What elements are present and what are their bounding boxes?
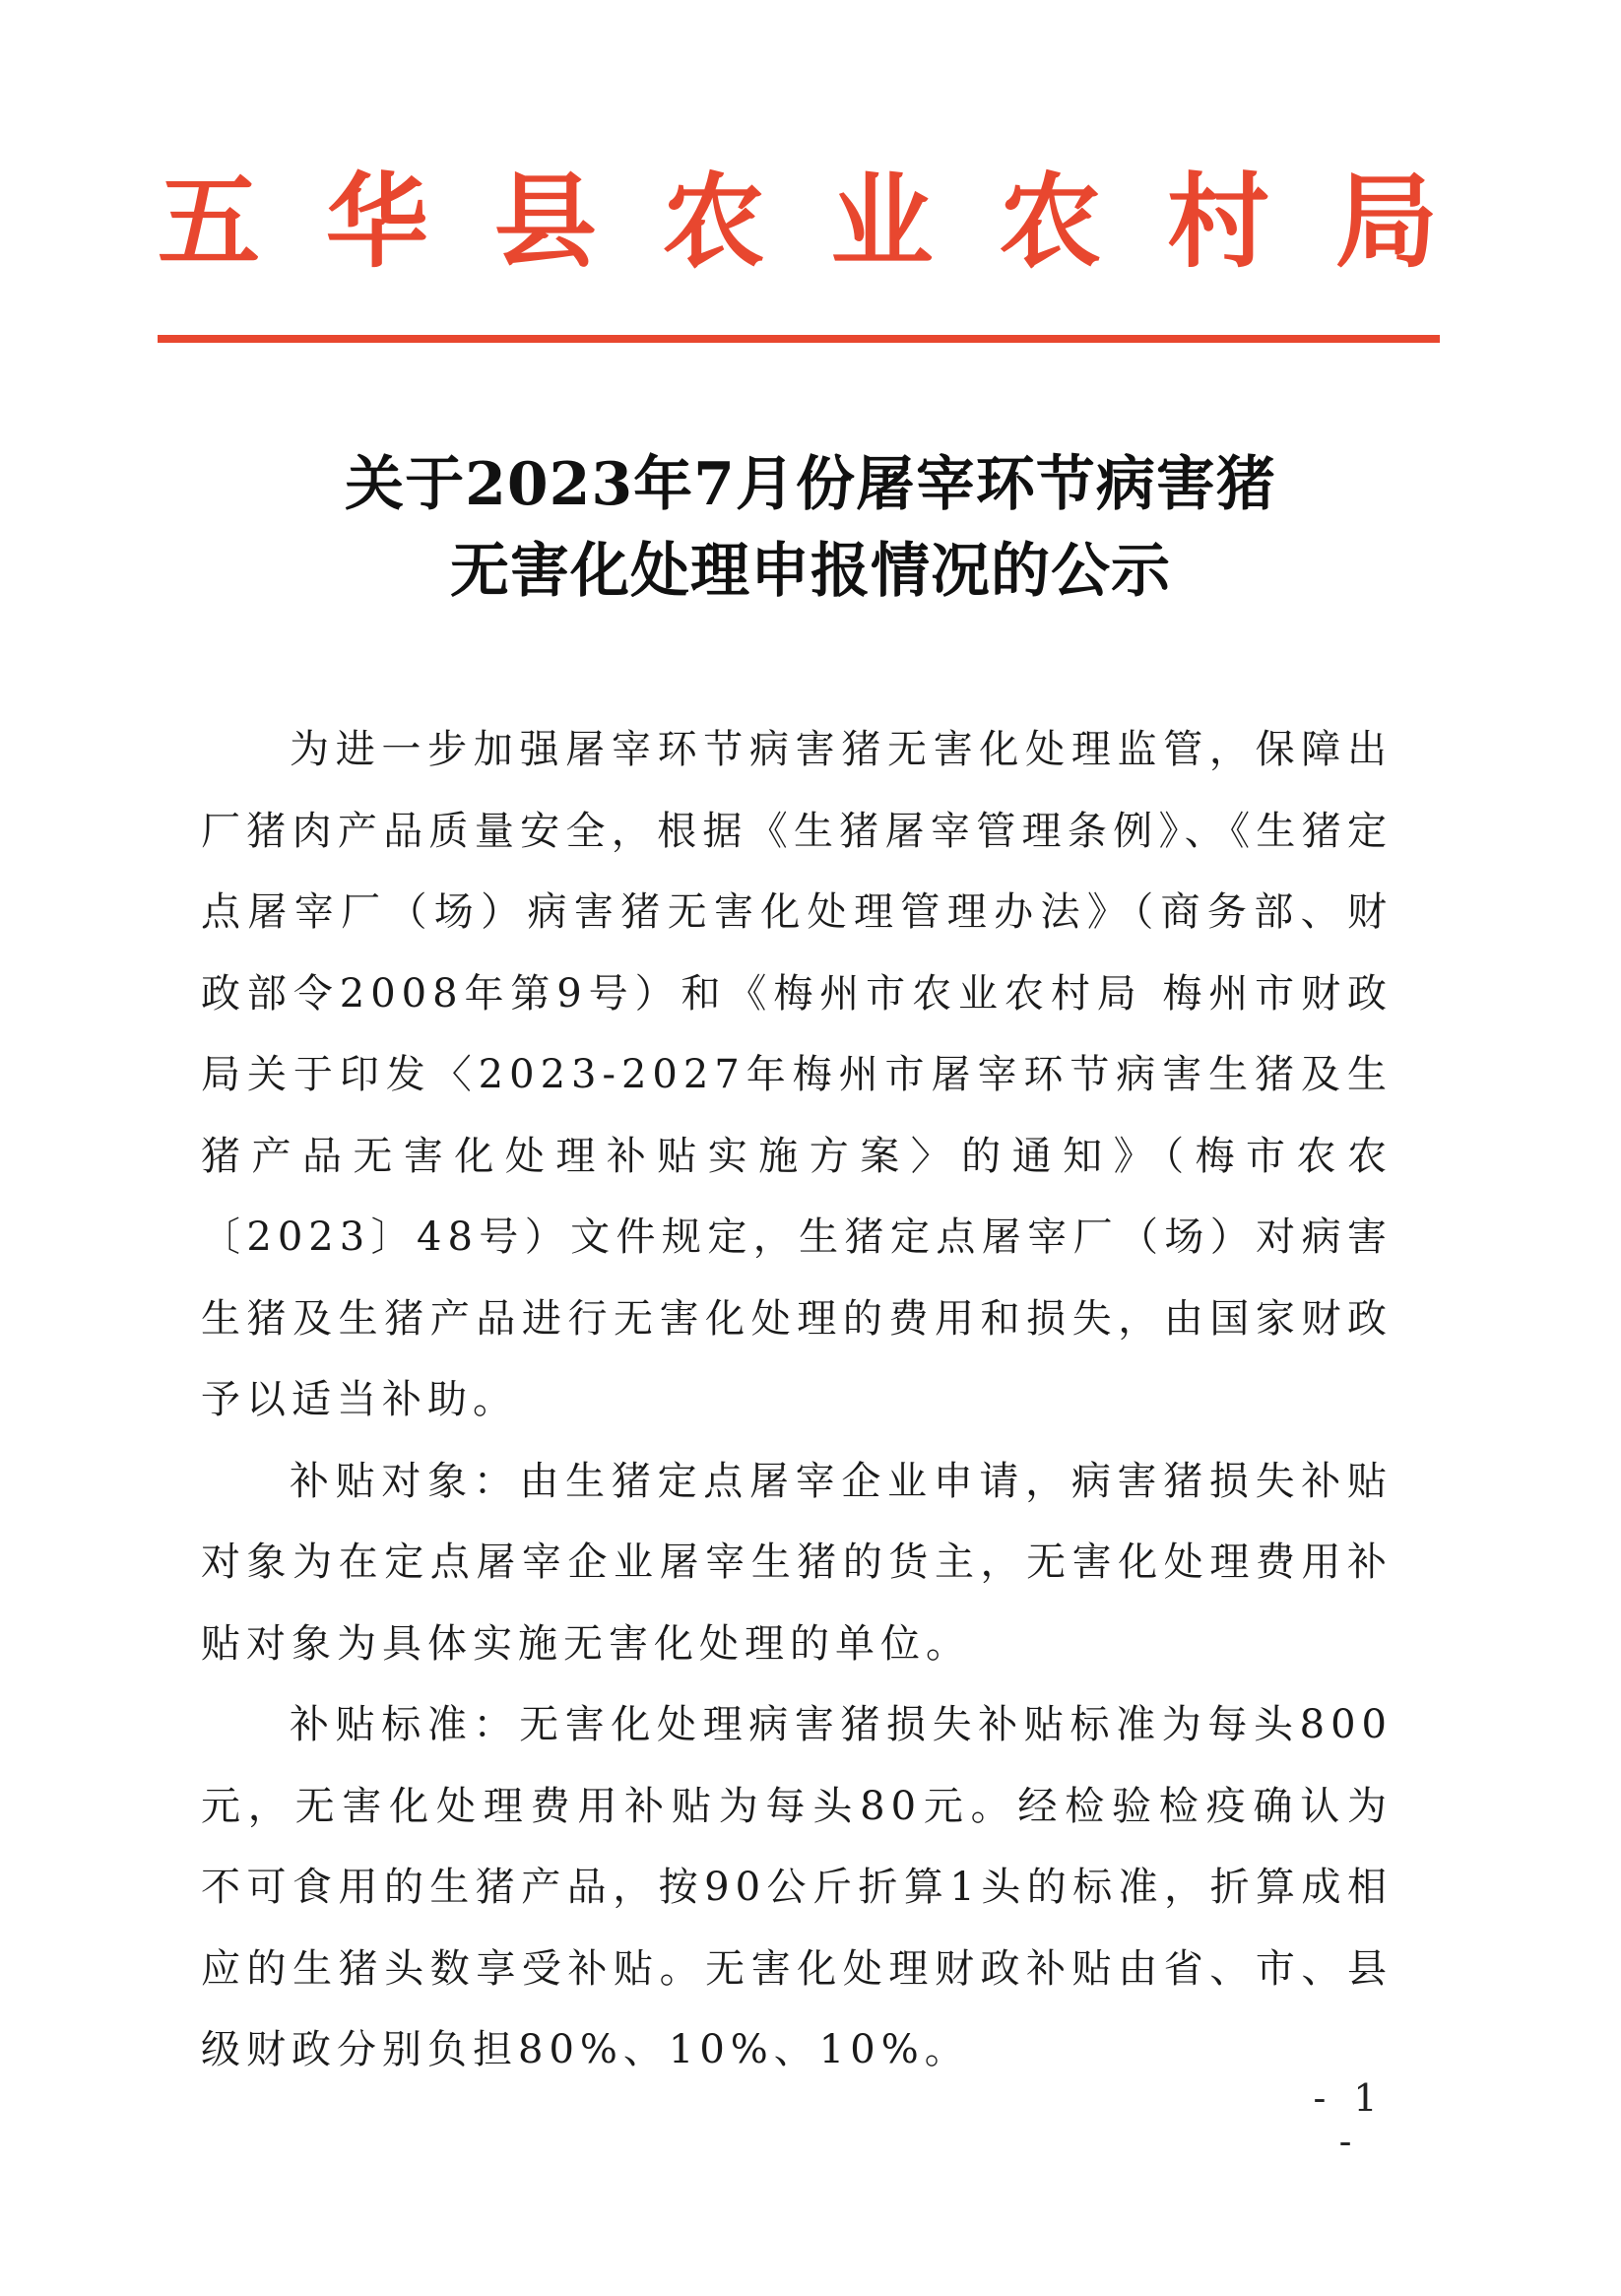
body-paragraph-subsidy-target: 补贴对象：由生猪定点屠宰企业申请，病害猪损失补贴对象为在定点屠宰企业屠宰生猪的货主，无害化处理费用补贴对象为具体实施无害化处理的单位。: [201, 1458, 1393, 1667]
letterhead-char: 农: [999, 161, 1102, 282]
letterhead-char: 五: [158, 161, 261, 282]
letterhead-banner: [158, 148, 1438, 295]
document-body: [201, 709, 1393, 2091]
letterhead-char: 局: [1334, 161, 1438, 282]
letterhead-char: 村: [1167, 161, 1270, 282]
letterhead-divider: [158, 335, 1440, 343]
letterhead-char: 县: [493, 161, 597, 282]
body-paragraph-background: 为进一步加强屠宰环节病害猪无害化处理监管，保障出厂猪肉产品质量安全，根据《生猪屠宰管理条例》、《生猪定点屠宰厂（场）病害猪无害化处理管理办法》（商务部、财政部令2008年第9号）和《梅州市农业农村局 梅州市财政局关于印发〈2023-2027年梅州市屠宰环节病害生猪及生猪产品无害化处理补贴实施方案〉的通知》（梅市农农〔2023〕48号）文件规定，生猪定点屠宰厂（场）对病害生猪及生猪产品进行无害化处理的费用和损失，由国家财政予以适当补助。: [201, 727, 1393, 1422]
letterhead-char: 华: [325, 161, 428, 282]
letterhead-char: 业: [830, 161, 934, 282]
document-title-line-2: 无害化处理申报情况的公示: [450, 537, 1171, 606]
body-paragraph-subsidy-standard: 补贴标准：无害化处理病害猪损失补贴标准为每头800元，无害化处理费用补贴为每头80元。经检验检疫确认为不可食用的生猪产品，按90公斤折算1头的标准，折算成相应的生猪头数享受补贴。无害化处理财政补贴由省、市、县级财政分别负担80%、10%、10%。: [201, 1702, 1393, 2072]
letterhead-char: 农: [662, 161, 765, 282]
document-title-line-1: 关于2023年7月份屠宰环节病害猪: [345, 450, 1276, 519]
page-number: - 1 -: [1313, 2076, 1386, 2163]
